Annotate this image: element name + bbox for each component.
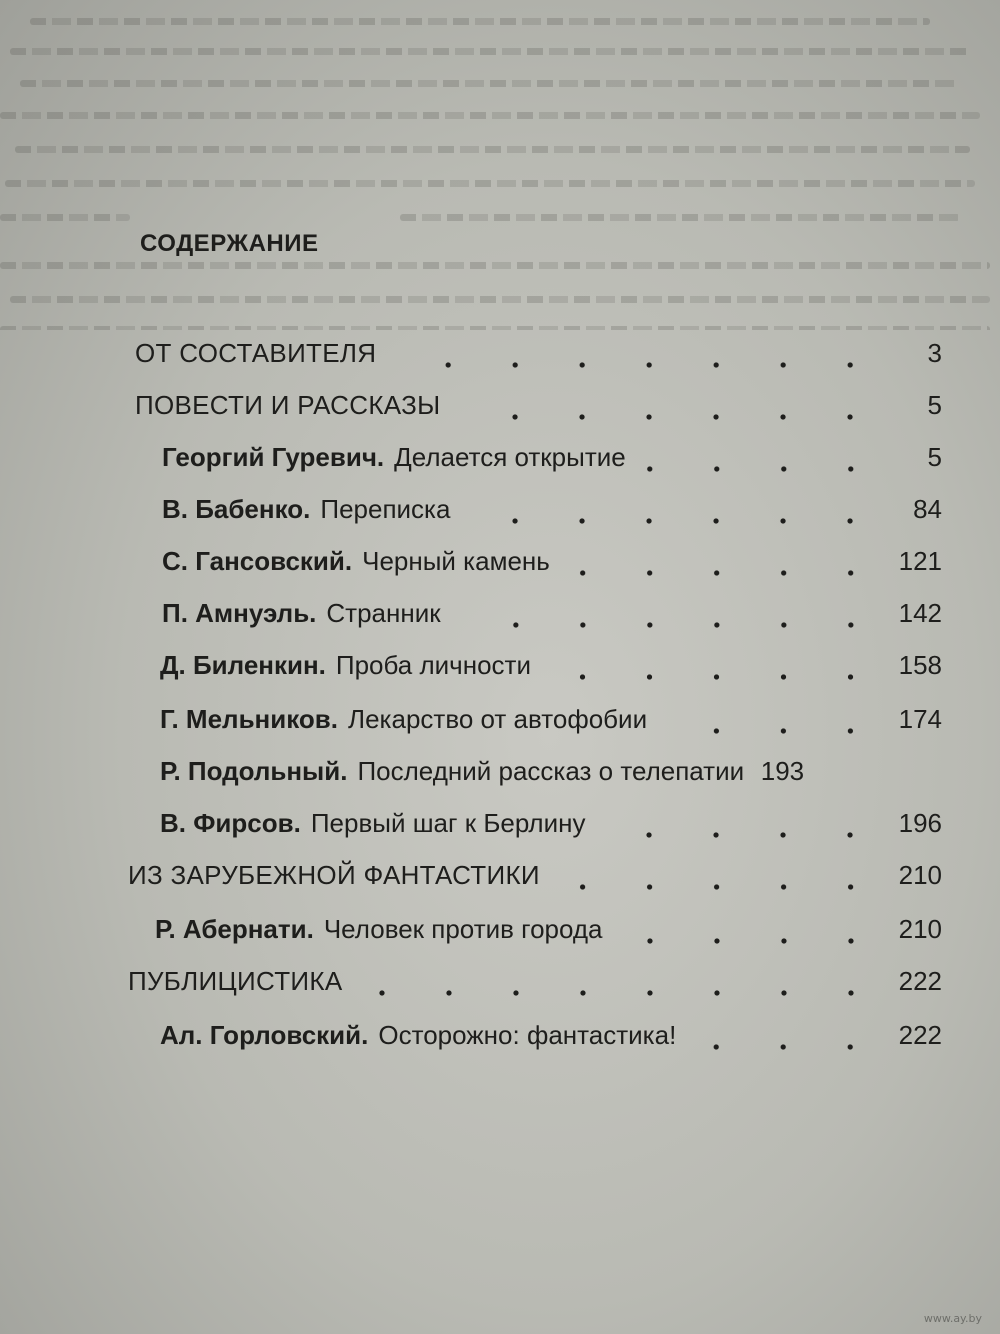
leader-dots (455, 620, 884, 630)
toc-entry (160, 808, 942, 848)
watermark: www.ay.by (923, 1312, 982, 1325)
toc-entry-essays-section (128, 966, 942, 1006)
toc-author: Д. Биленкин. (160, 650, 326, 680)
toc-title: Лекарство от автофобии (348, 704, 648, 734)
toc-title: Осторожно: фантастика! (378, 1020, 677, 1050)
toc-title: Странник (326, 598, 441, 628)
leader-dots (464, 516, 884, 526)
toc-title: Человек против города (323, 914, 603, 944)
toc-entry (160, 704, 942, 744)
toc-author: П. Амнуэль. (162, 598, 317, 628)
toc-entry (162, 546, 942, 586)
toc-page-number: 142 (898, 598, 942, 628)
toc-author: В. Фирсов. (160, 808, 301, 838)
toc-page-number: 196 (898, 808, 942, 838)
toc-page-number: 222 (898, 1020, 942, 1050)
toc-title: Последний рассказ о телепатии (357, 756, 745, 786)
toc-page-number: 5 (927, 390, 942, 420)
toc-author: Г. Мельников. (160, 704, 339, 734)
toc-title: Переписка (320, 494, 451, 524)
toc-page-number: 222 (898, 966, 942, 996)
toc-entry (162, 494, 942, 534)
toc-page-number: 193 (760, 756, 805, 786)
toc-author: Ал. Горловский. (160, 1020, 369, 1050)
leader-dots (661, 726, 884, 736)
leader-dots (454, 412, 884, 422)
toc-author: Р. Абернати. (155, 914, 314, 944)
leader-dots (617, 936, 884, 946)
toc-author: С. Гансовский. (162, 546, 353, 576)
toc-author: В. Бабенко. (162, 494, 311, 524)
toc-entry (160, 1020, 942, 1060)
toc-page-number: 210 (898, 860, 942, 890)
bleed-through-text (0, 0, 1000, 330)
toc-entry (162, 442, 942, 482)
contents-heading: СОДЕРЖАНИЕ (140, 230, 319, 257)
toc-entry (160, 756, 942, 796)
toc-title: Первый шаг к Берлину (310, 808, 586, 838)
toc-entry-foreign-section (128, 860, 942, 900)
toc-section-title: ИЗ ЗАРУБЕЖНОЙ ФАНТАСТИКИ (128, 860, 540, 890)
leader-dots (357, 988, 884, 998)
toc-section-title: ПУБЛИЦИСТИКА (128, 966, 343, 996)
toc-section-title: ПОВЕСТИ И РАССКАЗЫ (135, 390, 441, 420)
toc-page-number: 174 (898, 704, 942, 734)
toc-page-number: 158 (898, 650, 942, 680)
toc-title: Черный камень (362, 546, 550, 576)
leader-dots (545, 672, 884, 682)
leader-dots (564, 568, 884, 578)
toc-title: Проба личности (335, 650, 531, 680)
toc-page-number: 121 (898, 546, 942, 576)
leader-dots (554, 882, 884, 892)
toc-entry-stories-section (135, 390, 942, 430)
toc-page-number: 84 (913, 494, 942, 524)
toc-entry (155, 914, 942, 954)
toc-entry-foreword (135, 338, 942, 378)
toc-title: Делается открытие (394, 442, 626, 472)
toc-entry (162, 598, 942, 638)
toc-entry (160, 650, 942, 690)
toc-section-title: ОТ СОСТАВИТЕЛЯ (135, 338, 377, 368)
toc-page-number: 210 (898, 914, 942, 944)
leader-dots (599, 830, 884, 840)
toc-page-number: 3 (927, 338, 942, 368)
toc-author: Георгий Гуревич. (162, 442, 385, 472)
toc-author: Р. Подольный. (160, 756, 348, 786)
leader-dots (640, 464, 884, 474)
leader-dots (390, 360, 884, 370)
leader-dots (690, 1042, 884, 1052)
toc-page-number: 5 (927, 442, 942, 472)
